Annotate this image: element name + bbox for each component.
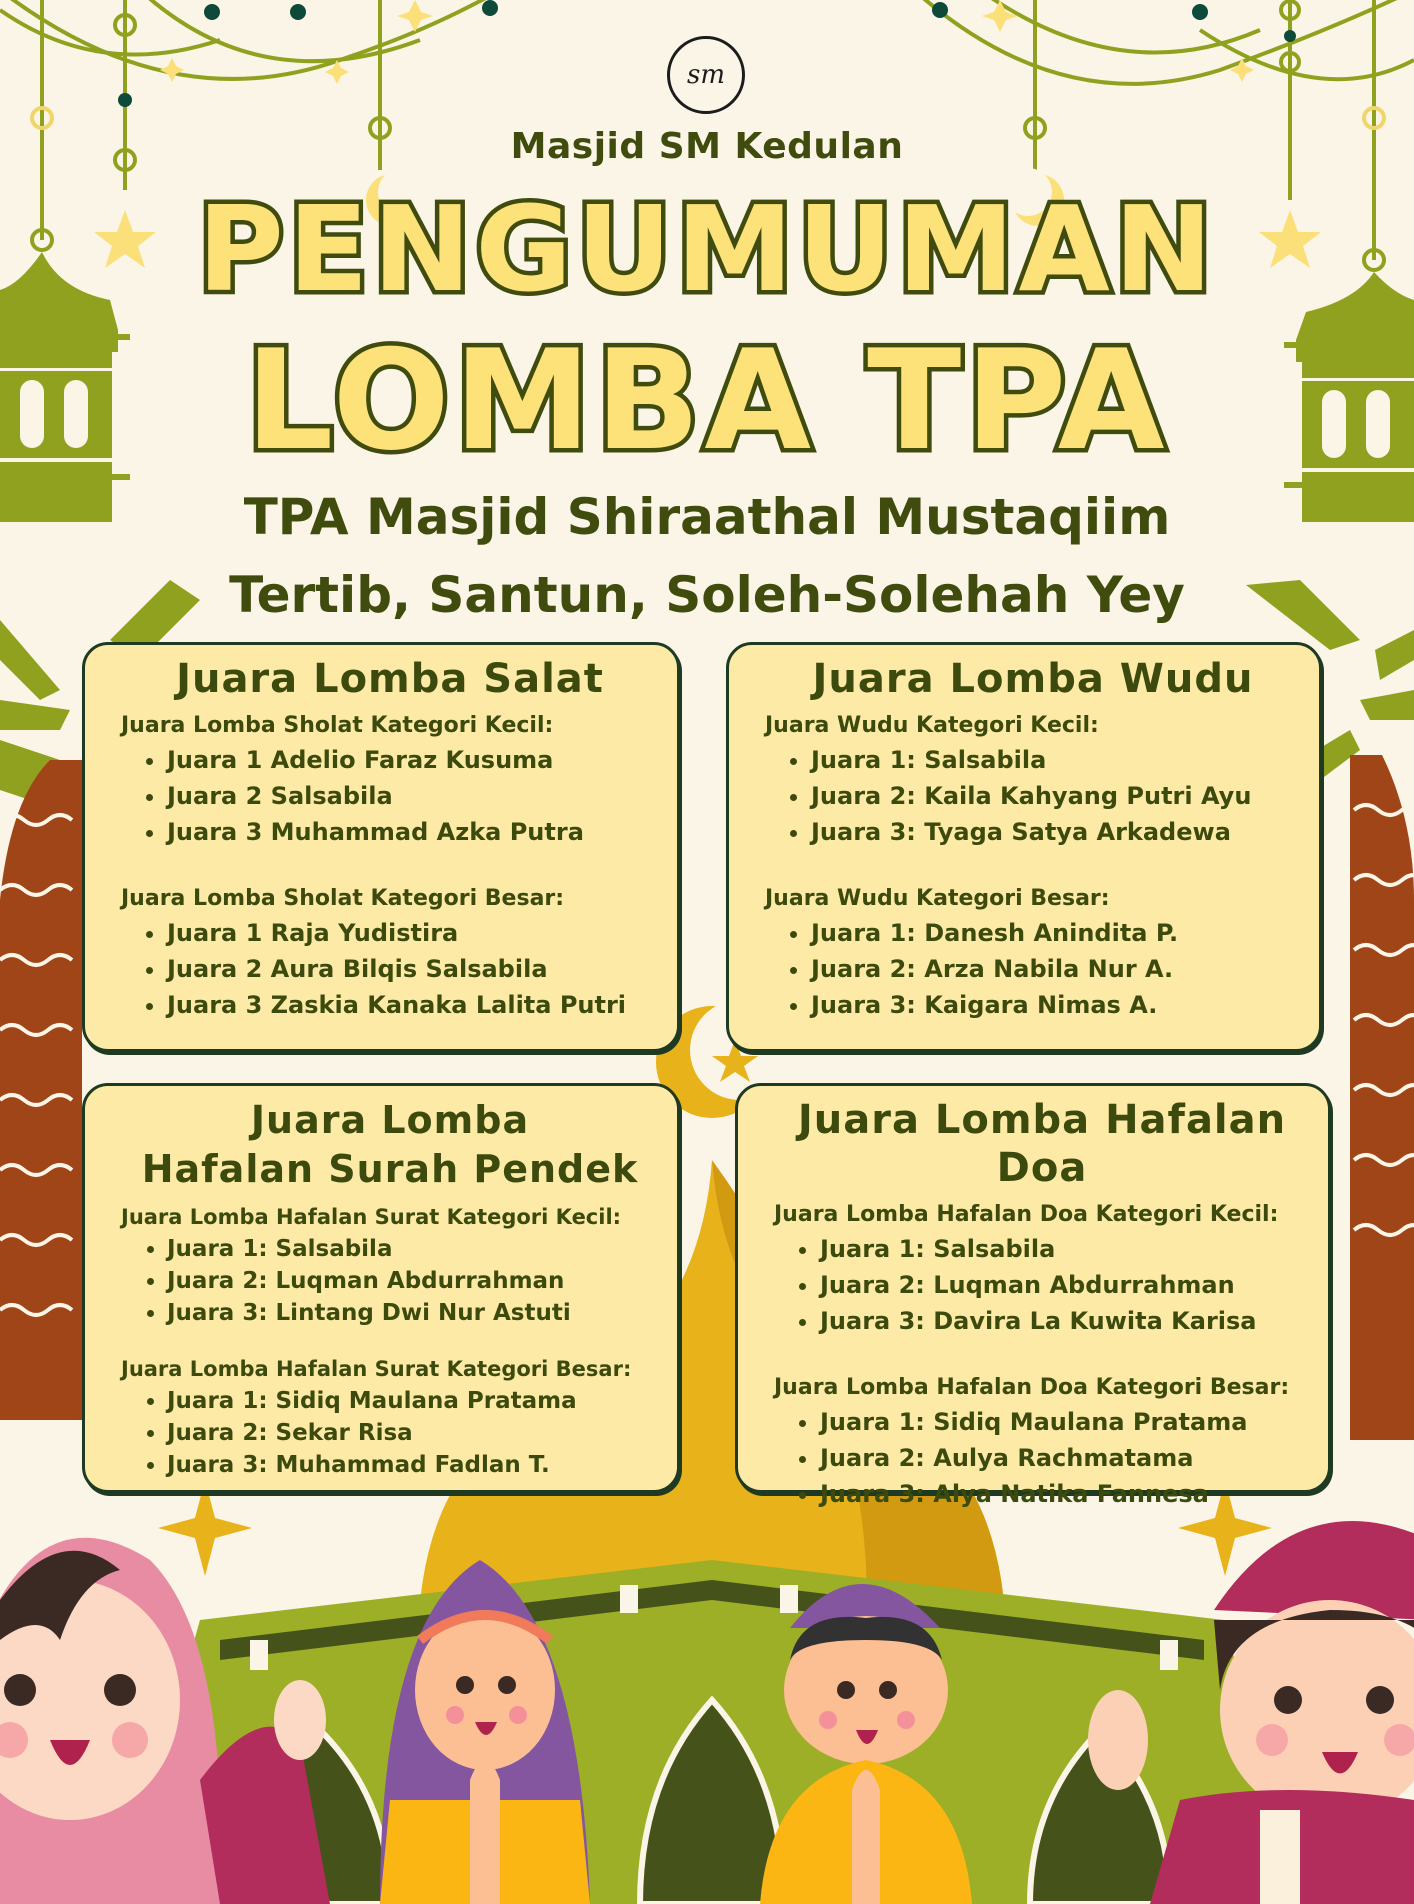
child-illustration-1 <box>0 1538 330 1904</box>
category-heading-besar: Juara Lomba Hafalan Doa Kategori Besar: <box>774 1375 1290 1400</box>
masjid-logo <box>667 36 745 114</box>
category-heading-besar: Juara Wudu Kategori Besar: <box>765 886 1110 911</box>
winner-list-kecil <box>121 1233 659 1329</box>
competition-title: LOMBA TPA <box>245 320 1169 481</box>
card-lomba-hafalan-surah <box>82 1083 680 1493</box>
winner-item: • Juara 2: Arza Nabila Nur A. <box>811 951 1301 987</box>
winner-item: • Juara 2: Luqman Abdurrahman <box>820 1267 1310 1303</box>
winner-item: • Juara 2 Aura Bilqis Salsabila <box>167 951 659 987</box>
winner-item: • Juara 1: Sidiq Maulana Pratama <box>820 1404 1310 1440</box>
winner-item: • Juara 3 Muhammad Azka Putra <box>167 814 659 850</box>
announcement-title: PENGUMUMAN <box>197 180 1217 318</box>
card-lomba-wudu <box>726 642 1322 1052</box>
winner-item: • Juara 2 Salsabila <box>167 778 659 814</box>
winner-item: • Juara 3: Kaigara Nimas A. <box>811 987 1301 1023</box>
winner-item: • Juara 1: Sidiq Maulana Pratama <box>167 1385 659 1417</box>
category-heading-besar: Juara Lomba Sholat Kategori Besar: <box>121 886 565 911</box>
winner-item: • Juara 2: Luqman Abdurrahman <box>167 1265 659 1297</box>
logo-monogram: sm <box>687 60 725 90</box>
winner-list-besar <box>774 1404 1310 1512</box>
winner-list-kecil <box>774 1231 1310 1339</box>
winner-item: • Juara 1: Salsabila <box>820 1231 1310 1267</box>
winner-item: • Juara 1: Danesh Anindita P. <box>811 915 1301 951</box>
card-title-line1: Juara Lomba <box>250 1098 530 1142</box>
winner-item: • Juara 2: Kaila Kahyang Putri Ayu <box>811 778 1301 814</box>
winner-item: • Juara 3: Davira La Kuwita Karisa <box>820 1303 1310 1339</box>
winner-list-besar <box>121 1385 659 1481</box>
category-heading-besar: Juara Lomba Hafalan Surat Kategori Besar: <box>121 1356 632 1381</box>
card-title: Juara Lomba Salat <box>176 656 604 702</box>
card-title-line2: Hafalan Surah Pendek <box>141 1147 639 1192</box>
category-heading-kecil: Juara Lomba Hafalan Doa Kategori Kecil: <box>774 1202 1279 1227</box>
category-heading-kecil: Juara Lomba Hafalan Surat Kategori Kecil: <box>121 1204 622 1229</box>
winner-item: • Juara 3 Zaskia Kanaka Lalita Putri <box>167 987 659 1023</box>
winner-item: • Juara 3: Tyaga Satya Arkadewa <box>811 814 1301 850</box>
winner-item: • Juara 3: Alya Natika Fannesa <box>820 1476 1310 1512</box>
winner-item: • Juara 3: Muhammad Fadlan T. <box>167 1449 659 1481</box>
card-title <box>121 1096 659 1195</box>
card-title: Juara Lomba Hafalan Doa <box>797 1097 1287 1191</box>
winner-item: • Juara 1: Salsabila <box>811 742 1301 778</box>
card-title: Juara Lomba Wudu <box>812 656 1254 702</box>
winner-item: • Juara 2: Sekar Risa <box>167 1417 659 1449</box>
card-lomba-hafalan-doa <box>735 1083 1331 1508</box>
subtitle: TPA Masjid Shiraathal Mustaqiim <box>243 488 1171 546</box>
winner-list-besar <box>121 915 659 1023</box>
winner-item: • Juara 1: Salsabila <box>167 1233 659 1265</box>
tagline: Tertib, Santun, Soleh-Solehah Yey <box>229 566 1185 624</box>
winner-item: • Juara 1 Raja Yudistira <box>167 915 659 951</box>
winner-item: • Juara 2: Aulya Rachmatama <box>820 1440 1310 1476</box>
winner-item: • Juara 3: Lintang Dwi Nur Astuti <box>167 1297 659 1329</box>
winner-list-kecil <box>121 742 659 850</box>
organization-name: Masjid SM Kedulan <box>510 126 904 167</box>
category-heading-kecil: Juara Wudu Kategori Kecil: <box>765 713 1099 738</box>
winner-list-besar <box>765 915 1301 1023</box>
winner-item: • Juara 1 Adelio Faraz Kusuma <box>167 742 659 778</box>
card-lomba-salat <box>82 642 680 1052</box>
winner-list-kecil <box>765 742 1301 850</box>
category-heading-kecil: Juara Lomba Sholat Kategori Kecil: <box>121 713 554 738</box>
